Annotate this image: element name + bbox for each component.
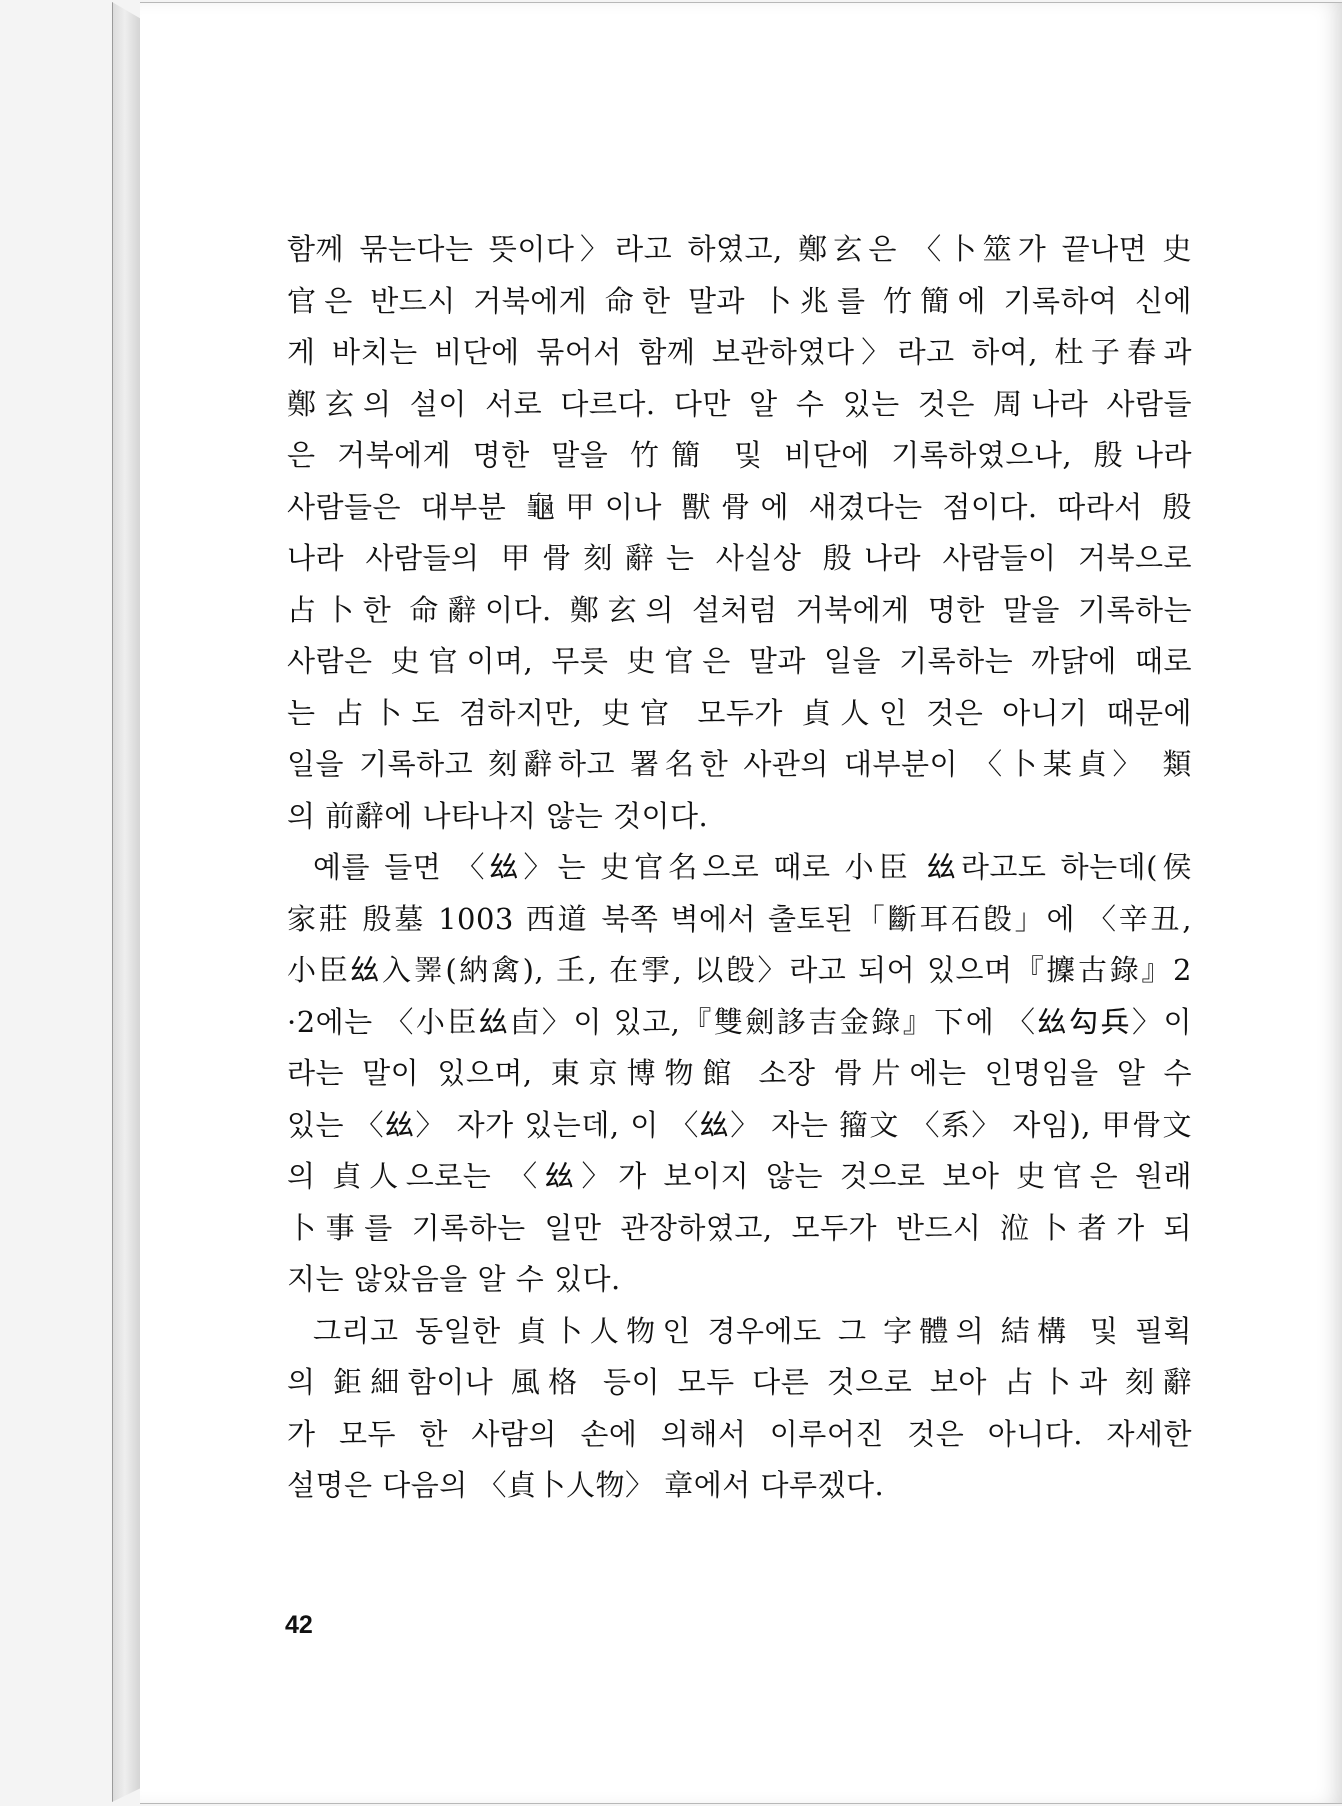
text-line: 일을 기록하고 刻辭하고 署名한 사관의 대부분이 〈卜某貞〉 類 [287, 747, 1192, 781]
text-line: 官은 반드시 거북에게 命한 말과 卜兆를 竹簡에 기록하여 신에 [287, 283, 1192, 318]
text-line: 예를 들면 〈𢆶〉는 史官名으로 때로 小臣 𢆶라고도 하는데(侯 [313, 850, 1192, 884]
text-line: 는 占卜도 겸하지만, 史官 모두가 貞人인 것은 아니기 때문에 [287, 695, 1192, 730]
text-line: 의 前辭에 나타나지 않는 것이다. [287, 798, 709, 833]
text-line: 지는 않았음을 알 수 있다. [287, 1262, 621, 1296]
text-line: 게 바치는 비단에 묶어서 함께 보관하였다〉라고 하여, 杜子春과 [287, 335, 1192, 369]
text-line: 家莊 殷墓 1003 西道 북쪽 벽에서 출토된「斷耳石𣪘」에 〈辛丑, [287, 901, 1192, 936]
text-line: 은 거북에게 명한 말을 竹簡 및 비단에 기록하였으나, 殷나라 [287, 438, 1192, 472]
text-line: 설명은 다음의 〈貞卜人物〉 章에서 다루겠다. [287, 1468, 885, 1502]
text-line: 라는 말이 있으며, 東京博物館 소장 骨片에는 인명임을 알 수 [287, 1056, 1192, 1090]
text-line: 있는 〈𢆶〉 자가 있는데, 이 〈𢆶〉 자는 籀文 〈系〉 자임), 甲骨文 [287, 1107, 1192, 1142]
text-line: 의 貞人으로는 〈𢆶〉가 보이지 않는 것으로 보아 史官은 원래 [287, 1159, 1192, 1193]
text-line: 鄭玄의 설이 서로 다르다. 다만 알 수 있는 것은 周나라 사람들 [287, 386, 1192, 421]
book-page [140, 2, 1342, 1804]
text-line: 사람들은 대부분 龜甲이나 獸骨에 새겼다는 점이다. 따라서 殷 [287, 489, 1192, 524]
text-line: 나라 사람들의 甲骨刻辭는 사실상 殷나라 사람들이 거북으로 [287, 541, 1192, 575]
book-spine [112, 2, 143, 1802]
text-line: 사람은 史官이며, 무릇 史官은 말과 일을 기록하는 까닭에 때로 [287, 644, 1192, 678]
text-line: 卜事를 기록하는 일만 관장하였고, 모두가 반드시 涖卜者가 되 [287, 1210, 1192, 1245]
text-line: 함께 묶는다는 뜻이다〉라고 하였고, 鄭玄은 〈卜筮가 끝나면 史 [287, 232, 1192, 266]
page-number: 42 [285, 1611, 313, 1639]
body-text [287, 224, 1192, 1512]
text-line: 小臣𢆶入𢍰(納禽), 𡈼, 在𩁹, 以𣪘〉라고 되어 있으며『攈古錄』2 [287, 953, 1192, 987]
text-line: 그리고 동일한 貞卜人物인 경우에도 그 字體의 結構 및 필획 [313, 1313, 1192, 1348]
text-line: ·2에는 〈小臣𢆶卣〉이 있고,『雙劍誃吉金錄』下에 〈𢆶勾兵〉이 [287, 1004, 1192, 1039]
text-line: 가 모두 한 사람의 손에 의해서 이루어진 것은 아니다. 자세한 [287, 1416, 1192, 1451]
text-line: 의 鉅細함이나 風格 등이 모두 다른 것으로 보아 占卜과 刻辭 [287, 1365, 1192, 1399]
text-line: 占卜한 命辭이다. 鄭玄의 설처럼 거북에게 명한 말을 기록하는 [287, 592, 1192, 627]
